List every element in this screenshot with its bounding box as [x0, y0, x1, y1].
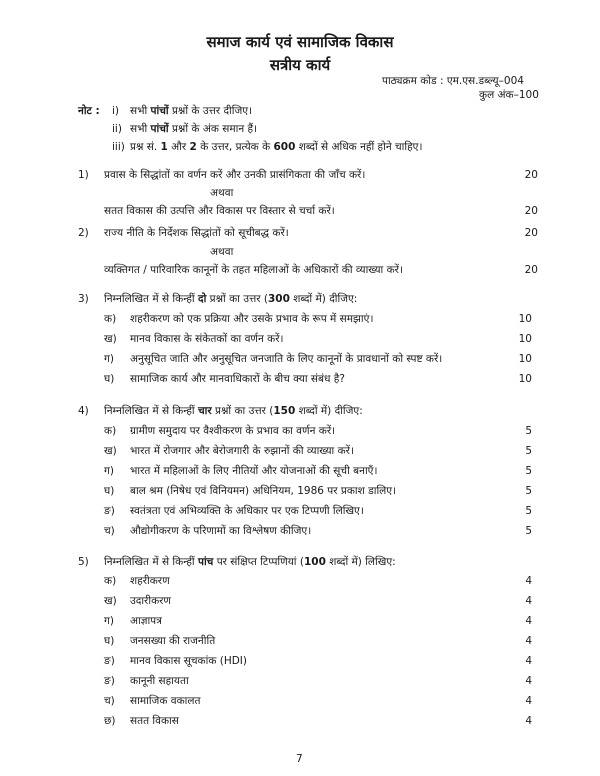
marks: 4 — [525, 595, 532, 607]
note-label: नोट : — [78, 105, 100, 117]
item-label: ङ) — [104, 655, 115, 667]
item-text: कानूनी सहायता — [130, 675, 189, 687]
marks: 4 — [525, 715, 532, 727]
item-label: च) — [104, 695, 115, 707]
note-item-num: i) — [112, 105, 120, 117]
marks: 10 — [518, 373, 532, 385]
item-label: च) — [104, 525, 115, 537]
marks: 4 — [525, 575, 532, 587]
marks: 10 — [518, 333, 532, 345]
item-label: क) — [104, 575, 117, 587]
note-item-num: ii) — [112, 123, 122, 135]
note-item: सभी पांचों प्रश्नों के उत्तर दीजिए। — [130, 105, 253, 117]
item-text: भारत में रोजगार और बेरोजगारी के रुझानों की व्याख्या करें। — [130, 445, 354, 457]
item-label: ख) — [104, 595, 117, 607]
or-divider: अथवा — [210, 187, 234, 199]
item-text: शहरीकरण को एक प्रक्रिया और उसके प्रभाव के रूप में समझाएं। — [130, 313, 374, 325]
item-label: ङ) — [104, 675, 115, 687]
item-label: ख) — [104, 333, 117, 345]
item-text: शहरीकरण — [130, 575, 170, 587]
question-text: राज्य नीति के निर्देशक सिद्धांतों को सूचीबद्ध करें। — [104, 227, 289, 239]
item-text: सतत विकास — [130, 715, 179, 727]
page-subtitle: सत्रीय कार्य — [269, 56, 331, 74]
question-number: 5) — [78, 556, 89, 568]
question-instruction: निम्नलिखित में से किन्हीं दो प्रश्नों का उत्तर (300 शब्दों में) दीजिए: — [104, 293, 358, 305]
marks: 20 — [524, 227, 538, 239]
marks: 4 — [525, 655, 532, 667]
marks: 4 — [525, 635, 532, 647]
question-number: 2) — [78, 227, 89, 239]
item-text: मानव विकास सूचकांक (HDI) — [130, 655, 247, 667]
marks: 4 — [525, 695, 532, 707]
marks: 4 — [525, 675, 532, 687]
marks: 20 — [524, 169, 538, 181]
total-marks: कुल अंक–100 — [479, 89, 539, 101]
item-label: ग) — [104, 353, 115, 365]
item-text: जनसख्या की राजनीति — [130, 635, 216, 647]
note-item: प्रश्न सं. 1 और 2 के उत्तर, प्रत्येक के 600 शब्दों से अधिक नहीं होने चाहिए। — [130, 141, 423, 153]
item-label: क) — [104, 313, 117, 325]
question-number: 4) — [78, 405, 89, 417]
item-text: सामाजिक वकालत — [130, 695, 201, 707]
item-label: घ) — [104, 635, 115, 647]
item-text: उदारीकरण — [130, 595, 172, 607]
item-label: ख) — [104, 445, 117, 457]
note-item-num: iii) — [112, 141, 125, 153]
marks: 4 — [525, 615, 532, 627]
item-label: घ) — [104, 373, 115, 385]
marks: 20 — [524, 205, 538, 217]
note-item: सभी पांचों प्रश्नों के अंक समान हैं। — [130, 123, 258, 135]
course-code: पाठ्यक्रम कोड : एम.एस.डब्ल्यू–004 — [382, 75, 524, 87]
marks: 10 — [518, 313, 532, 325]
marks: 5 — [525, 425, 532, 437]
question-number: 3) — [78, 293, 89, 305]
item-text: मानव विकास के संकेतकों का वर्णन करें। — [130, 333, 284, 345]
item-text: सामाजिक कार्य और मानवाधिकारों के बीच क्या संबंध है? — [130, 373, 345, 385]
item-label: ङ) — [104, 505, 115, 517]
question-text: सतत विकास की उत्पत्ति और विकास पर विस्तार से चर्चा करें। — [104, 205, 335, 217]
question-instruction: निम्नलिखित में से किन्हीं चार प्रश्नों का उत्तर (150 शब्दों में) दीजिए: — [104, 405, 363, 417]
item-label: घ) — [104, 485, 115, 497]
or-divider: अथवा — [210, 246, 234, 258]
page-title: समाज कार्य एवं सामाजिक विकास — [206, 33, 394, 51]
item-label: ग) — [104, 465, 115, 477]
item-text: बाल श्रम (निषेध एवं विनियमन) अधिनियम, 1986 पर प्रकाश डालिए। — [130, 485, 397, 497]
marks: 20 — [524, 264, 538, 276]
marks: 5 — [525, 485, 532, 497]
item-text: भारत में महिलाओं के लिए नीतियों और योजनाओं की सूची बनाएँ। — [130, 465, 378, 477]
marks: 10 — [518, 353, 532, 365]
item-text: ग्रामीण समुदाय पर वैश्वीकरण के प्रभाव का वर्णन करें। — [130, 425, 336, 437]
item-text: आज्ञापत्र — [130, 615, 162, 627]
item-text: अनुसूचित जाति और अनुसूचित जनजाति के लिए कानूनों के प्रावधानों को स्पष्ट करें। — [130, 353, 443, 365]
item-text: स्वतंत्रता एवं अभिव्यक्ति के अधिकार पर एक टिप्पणी लिखिए। — [130, 505, 364, 517]
question-instruction: निम्नलिखित में से किन्हीं पांच पर संक्षिप्त टिप्पणियां (100 शब्दों में) लिखिए: — [104, 556, 396, 568]
item-label: छ) — [104, 715, 116, 727]
question-text: प्रवास के सिद्धांतों का वर्णन करें और उनकी प्रासंगिकता की जाँच करें। — [104, 169, 366, 181]
marks: 5 — [525, 445, 532, 457]
page-number: 7 — [296, 753, 303, 765]
marks: 5 — [525, 465, 532, 477]
item-label: क) — [104, 425, 117, 437]
marks: 5 — [525, 505, 532, 517]
marks: 5 — [525, 525, 532, 537]
question-number: 1) — [78, 169, 89, 181]
question-text: व्यक्तिगत / पारिवारिक कानूनों के तहत महिलाओं के अधिकारों की व्याख्या करें। — [104, 264, 403, 276]
item-text: औद्योगीकरण के परिणामों का विश्लेषण कीजिए। — [130, 525, 312, 537]
item-label: ग) — [104, 615, 115, 627]
